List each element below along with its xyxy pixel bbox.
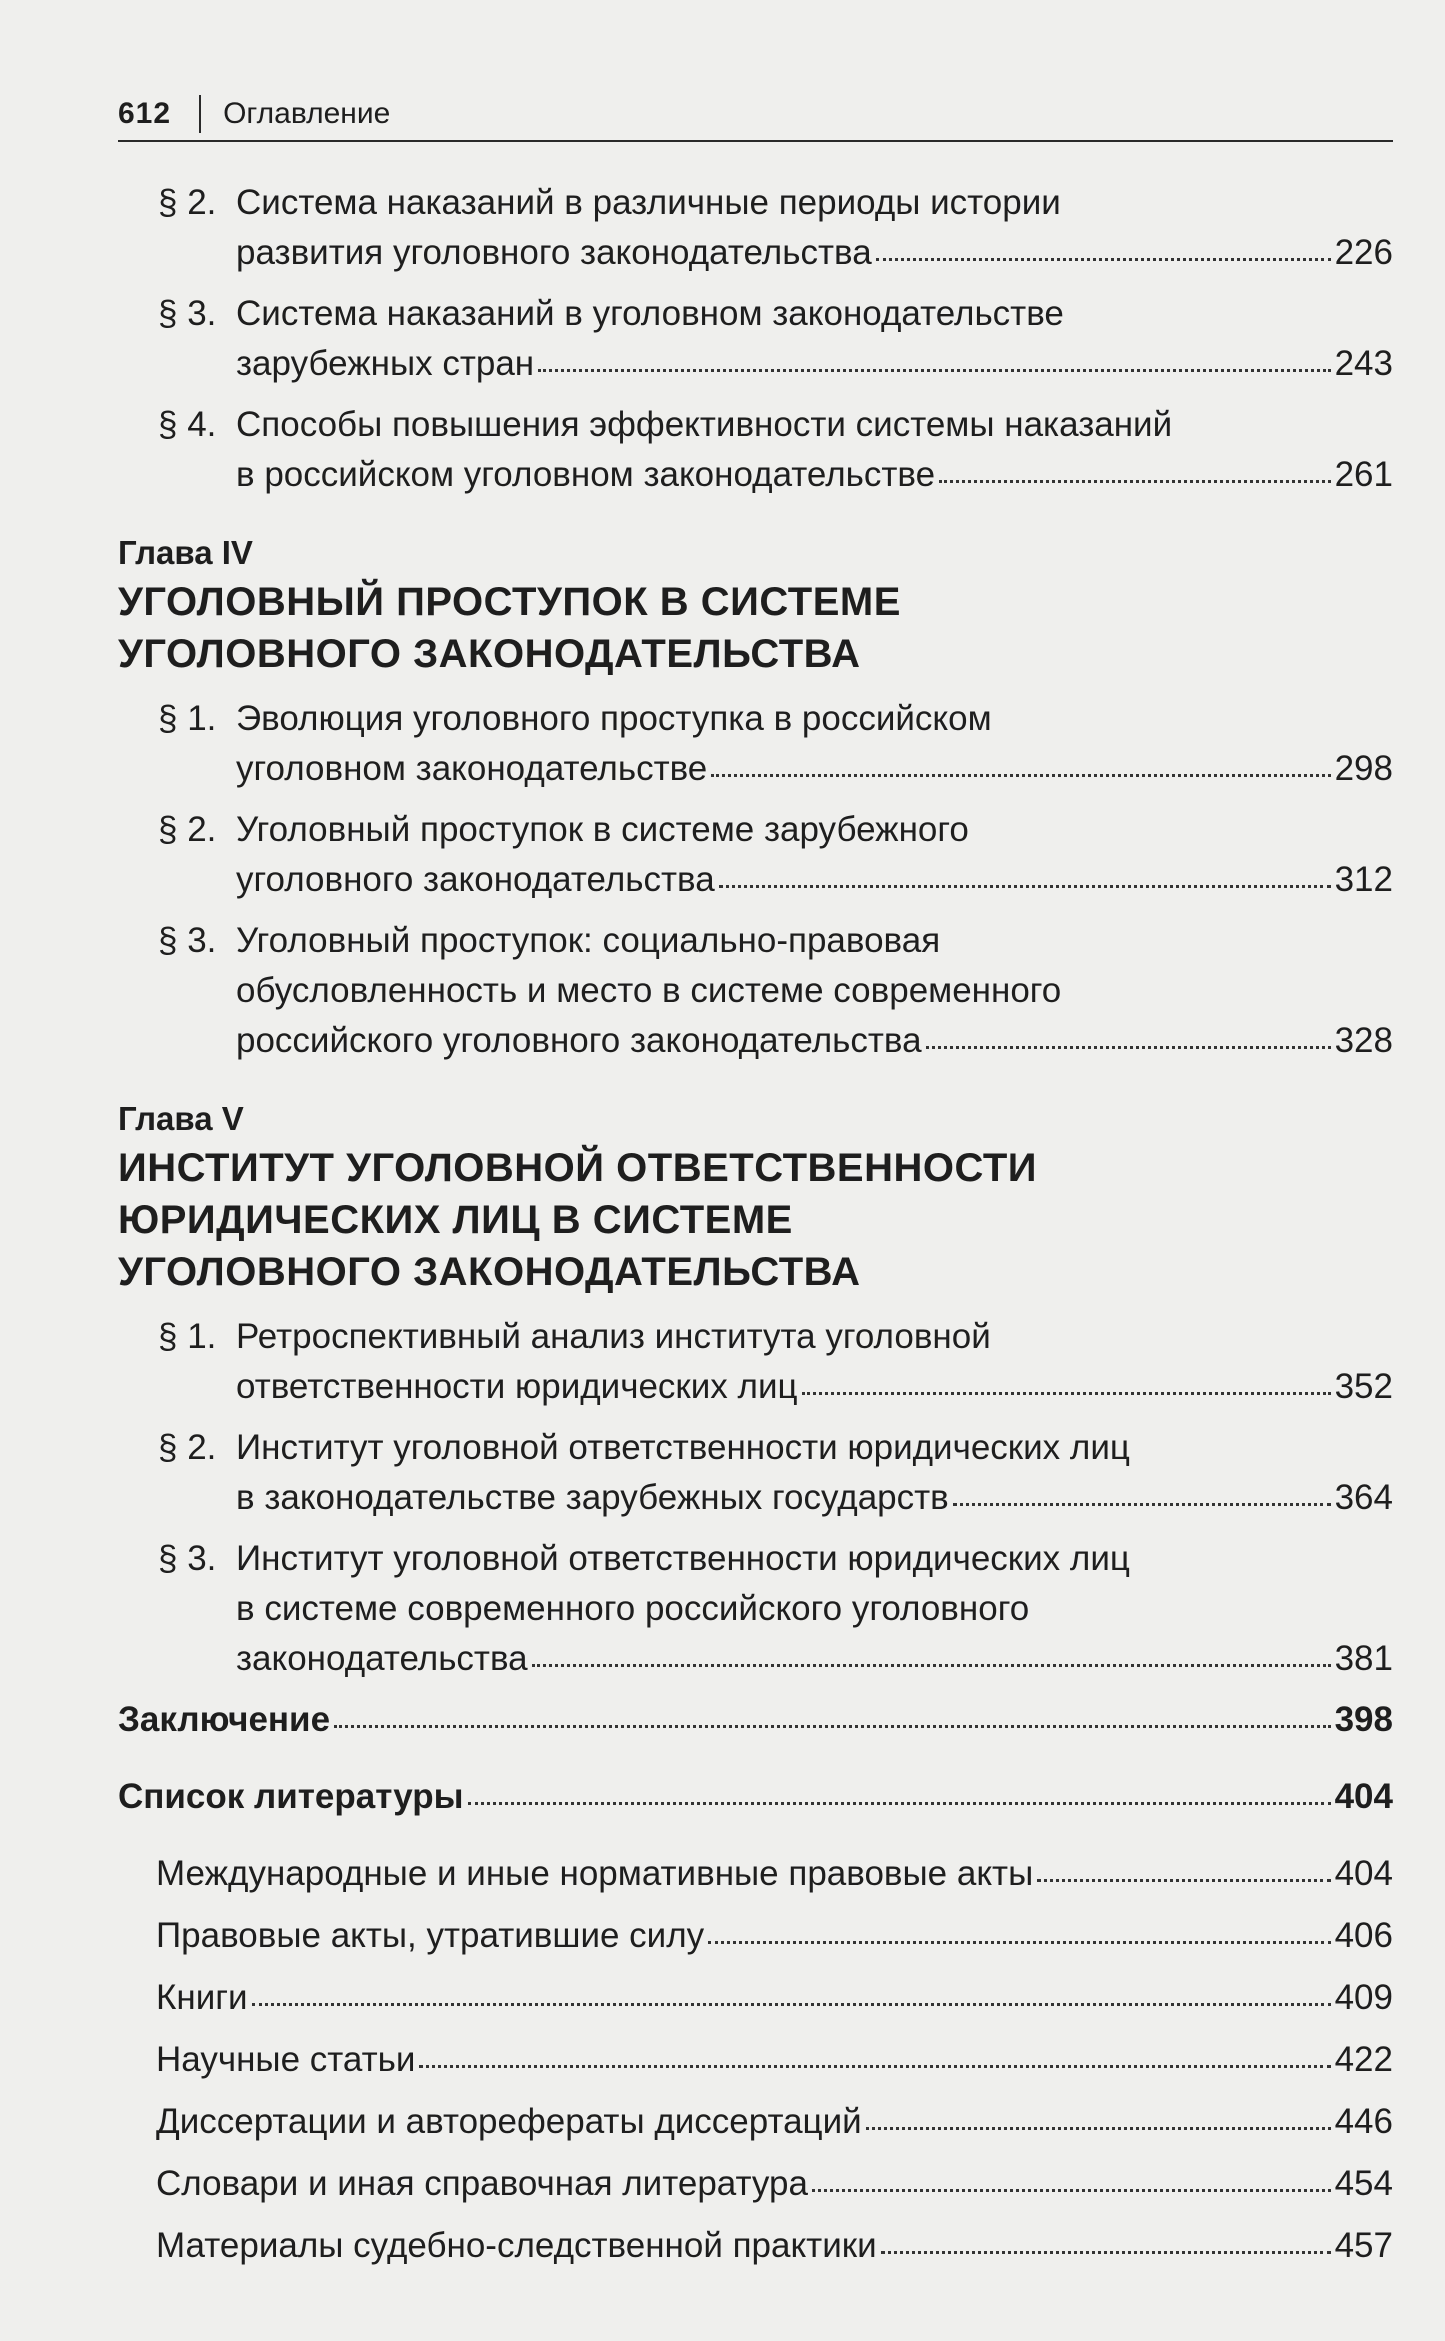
entry-text-line: зарубежных стран	[236, 344, 535, 383]
entry-last-line	[156, 1849, 1393, 1899]
dot-leader	[1037, 1879, 1330, 1882]
entry-last-line	[156, 2035, 1393, 2085]
entry-text-line: Институт уголовной ответственности юридических лиц	[236, 1539, 1130, 1578]
entry-text-line: Правовые акты, утратившие силу	[156, 1916, 705, 1955]
entry-last-line	[156, 2159, 1393, 2209]
section-number: § 1.	[158, 1317, 217, 1356]
entry-text-line: уголовном законодательстве	[236, 749, 708, 788]
entry-text-line: российского уголовного законодательства	[236, 1021, 922, 1060]
section-number: § 1.	[158, 699, 217, 738]
entry-last-line	[118, 1772, 1393, 1822]
dot-leader	[719, 885, 1331, 888]
page-ref: 409	[1334, 1978, 1393, 2017]
entry-last-line	[156, 2097, 1393, 2147]
dot-leader	[926, 1046, 1331, 1049]
toc-entry	[118, 1911, 1393, 1961]
entry-text-line: Эволюция уголовного проступка в российском	[236, 699, 992, 738]
page-ref: 328	[1334, 1021, 1393, 1060]
section-number: § 2.	[158, 183, 217, 222]
entry-last-line	[236, 1473, 1393, 1523]
entry-last-line	[236, 1016, 1393, 1066]
dot-leader	[334, 1725, 1331, 1728]
dot-leader	[419, 2065, 1330, 2068]
entry-last-line	[156, 1973, 1393, 2023]
dot-leader	[802, 1392, 1331, 1395]
toc-entry	[118, 2097, 1393, 2147]
toc-entry	[118, 1695, 1393, 1745]
table-of-contents	[118, 178, 1393, 2283]
toc-entry	[118, 1423, 1393, 1523]
entry-text-line: развития уголовного законодательства	[236, 233, 872, 272]
chapter-label: Глава IV	[118, 534, 253, 571]
entry-last-line	[236, 1634, 1393, 1684]
page-ref: 404	[1334, 1854, 1393, 1893]
page-ref: 243	[1334, 344, 1393, 383]
entry-text-line: законодательства	[236, 1639, 528, 1678]
entry-text-line: Заключение	[118, 1700, 331, 1739]
toc-entry	[118, 289, 1393, 389]
dot-leader	[711, 774, 1330, 777]
toc-entry	[118, 1772, 1393, 1822]
page-ref: 404	[1334, 1777, 1393, 1816]
page-ref: 454	[1334, 2164, 1393, 2203]
running-header	[118, 88, 1393, 142]
chapter-title-line: УГОЛОВНЫЙ ПРОСТУПОК В СИСТЕМЕ	[118, 580, 901, 624]
toc-entry	[118, 694, 1393, 794]
entry-text-line: Институт уголовной ответственности юридических лиц	[236, 1428, 1130, 1467]
entry-text-line: Ретроспективный анализ института уголовной	[236, 1317, 991, 1356]
entry-last-line	[236, 450, 1393, 500]
entry-last-line	[156, 2221, 1393, 2271]
entry-text-line: Уголовный проступок: социально-правовая	[236, 921, 941, 960]
entry-text-line: Материалы судебно-следственной практики	[156, 2226, 877, 2265]
toc-entry	[118, 2035, 1393, 2085]
page-ref: 406	[1334, 1916, 1393, 1955]
section-number: § 4.	[158, 405, 217, 444]
section-number: § 3.	[158, 921, 217, 960]
toc-entry	[118, 1312, 1393, 1412]
page-ref: 422	[1334, 2040, 1393, 2079]
entry-last-line	[118, 1695, 1393, 1745]
entry-text-line: Система наказаний в различные периоды истории	[236, 183, 1061, 222]
chapter-title-line: ИНСТИТУТ УГОЛОВНОЙ ОТВЕТСТВЕННОСТИ	[118, 1146, 1038, 1190]
running-title: Оглавление	[223, 97, 391, 130]
entry-text-line: Книги	[156, 1978, 248, 2017]
toc-entry	[118, 805, 1393, 905]
dot-leader	[876, 258, 1331, 261]
entry-text-line: Способы повышения эффективности системы наказаний	[236, 405, 1173, 444]
toc-entry	[118, 2221, 1393, 2271]
toc-entry	[118, 1534, 1393, 1684]
page-ref: 381	[1334, 1639, 1393, 1678]
dot-leader	[468, 1802, 1331, 1805]
entry-text-line: ответственности юридических лиц	[236, 1367, 798, 1406]
section-number: § 3.	[158, 294, 217, 333]
page-ref: 457	[1334, 2226, 1393, 2265]
entry-text-line: обусловленность и место в системе современного	[236, 971, 1062, 1010]
entry-text-line: Диссертации и авторефераты диссертаций	[156, 2102, 862, 2141]
toc-entry	[118, 400, 1393, 500]
page-ref: 446	[1334, 2102, 1393, 2141]
page-number: 612	[118, 97, 172, 130]
entry-text-line: Международные и иные нормативные правовые акты	[156, 1854, 1034, 1893]
entry-last-line	[236, 855, 1393, 905]
toc-entry	[118, 1973, 1393, 2023]
dot-leader	[881, 2251, 1331, 2254]
entry-last-line	[236, 1362, 1393, 1412]
page-ref: 364	[1334, 1478, 1393, 1517]
toc-entry	[118, 2159, 1393, 2209]
dot-leader	[708, 1941, 1330, 1944]
dot-leader	[812, 2189, 1331, 2192]
chapter-heading	[118, 1096, 1393, 1298]
page-ref: 226	[1334, 233, 1393, 272]
dot-leader	[953, 1503, 1331, 1506]
chapter-title-line: УГОЛОВНОГО ЗАКОНОДАТЕЛЬСТВА	[118, 632, 861, 676]
toc-entry	[118, 1849, 1393, 1899]
page-ref: 398	[1334, 1700, 1393, 1739]
chapter-title-line: ЮРИДИЧЕСКИХ ЛИЦ В СИСТЕМЕ	[118, 1198, 793, 1242]
entry-text-line: Система наказаний в уголовном законодательстве	[236, 294, 1064, 333]
toc-entry	[118, 916, 1393, 1066]
entry-last-line	[236, 339, 1393, 389]
section-number: § 2.	[158, 810, 217, 849]
entry-text-line: в системе современного российского уголовного	[236, 1589, 1030, 1628]
page-ref: 298	[1334, 749, 1393, 788]
dot-leader	[532, 1664, 1331, 1667]
section-number: § 3.	[158, 1539, 217, 1578]
entry-last-line	[236, 228, 1393, 278]
entry-last-line	[236, 744, 1393, 794]
page-ref: 261	[1334, 455, 1393, 494]
dot-leader	[866, 2127, 1331, 2130]
dot-leader	[538, 369, 1330, 372]
chapter-label: Глава V	[118, 1100, 244, 1137]
chapter-title-line: УГОЛОВНОГО ЗАКОНОДАТЕЛЬСТВА	[118, 1250, 861, 1294]
dot-leader	[252, 2003, 1331, 2006]
entry-text-line: в законодательстве зарубежных государств	[236, 1478, 949, 1517]
header-separator	[199, 95, 201, 133]
entry-last-line	[156, 1911, 1393, 1961]
toc-entry	[118, 178, 1393, 278]
entry-text-line: уголовного законодательства	[236, 860, 715, 899]
page-ref: 312	[1334, 860, 1393, 899]
entry-text-line: в российском уголовном законодательстве	[236, 455, 936, 494]
entry-text-line: Список литературы	[118, 1777, 464, 1816]
chapter-heading	[118, 530, 1393, 680]
entry-text-line: Научные статьи	[156, 2040, 416, 2079]
dot-leader	[939, 480, 1331, 483]
section-number: § 2.	[158, 1428, 217, 1467]
entry-text-line: Словари и иная справочная литература	[156, 2164, 808, 2203]
entry-text-line: Уголовный проступок в системе зарубежного	[236, 810, 969, 849]
page-ref: 352	[1334, 1367, 1393, 1406]
